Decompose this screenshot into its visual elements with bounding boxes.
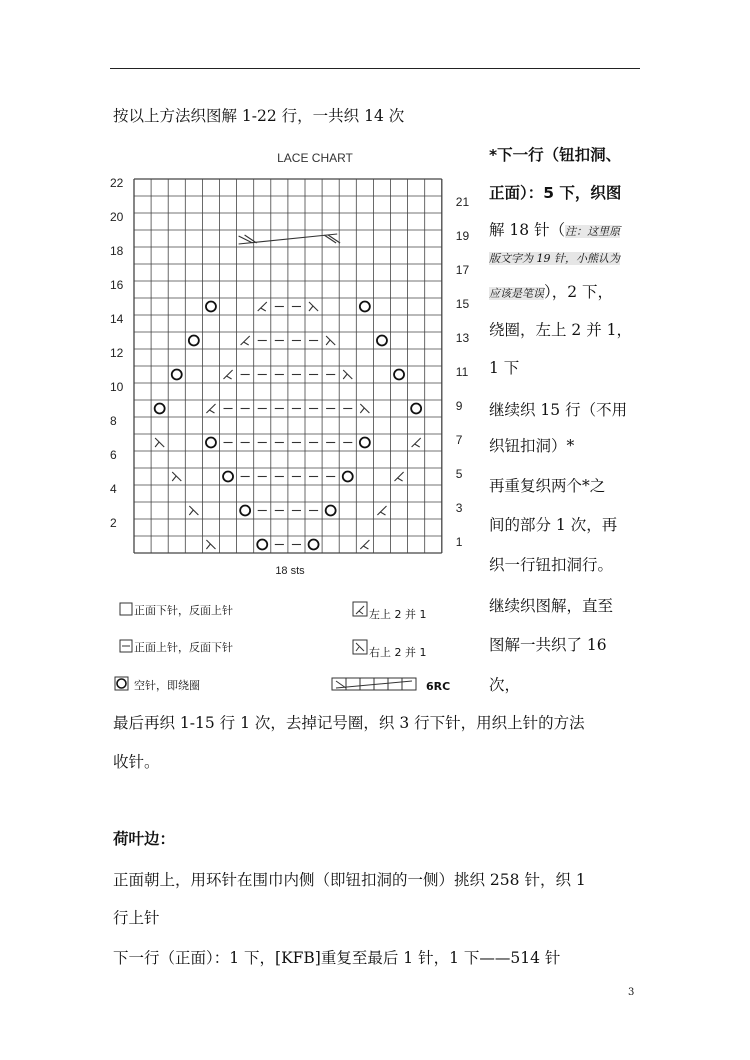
paragraph-3: 下一行（正面）：1 下，[KFB]重复至最后 1 针，1 下——514 针 xyxy=(113,949,561,967)
svg-text:正面上针，反面下针: 正面上针，反面下针 xyxy=(134,641,233,654)
side-line-2: 正面）：5 下，织图 xyxy=(489,184,622,202)
row-label-left: 8 xyxy=(110,414,117,428)
svg-text:6RC: 6RC xyxy=(426,680,451,693)
ssk-symbol xyxy=(343,370,352,379)
row-label-right: 11 xyxy=(455,365,469,379)
row-label-left: 2 xyxy=(110,516,117,530)
row-label-left: 4 xyxy=(110,482,117,496)
yo-symbol xyxy=(257,540,267,550)
ssk-symbol xyxy=(172,472,181,481)
legend-knit xyxy=(120,603,233,617)
svg-text:正面下针，反面上针: 正面下针，反面上针 xyxy=(134,604,233,617)
k2tog-symbol xyxy=(224,370,233,379)
row-label-left: 18 xyxy=(110,244,124,258)
paragraph-1-line-1: 最后再织 1-15 行 1 次，去掉记号圈，织 3 行下针，用织上针的方法 xyxy=(113,714,585,732)
legend-cable xyxy=(332,678,450,693)
side-line-11: 间的部分 1 次，再 xyxy=(489,516,618,534)
row-label-right: 15 xyxy=(455,297,470,311)
row-label-right: 21 xyxy=(455,195,470,209)
paragraph-2-line-1: 正面朝上，用环针在围巾内侧（即钮扣洞的一侧）挑织 258 针，织 1 xyxy=(113,871,586,889)
row-label-left: 10 xyxy=(110,380,124,394)
yo-symbol xyxy=(394,370,404,380)
paragraph-1-line-2: 收针。 xyxy=(113,753,160,771)
side-line-9: 织钮扣洞）* xyxy=(489,437,575,455)
ssk-symbol xyxy=(155,438,164,447)
chart-grid xyxy=(134,179,442,553)
ssk-symbol xyxy=(360,404,369,413)
side-line-6: 绕圈，左上 2 并 1， xyxy=(489,321,633,339)
row-label-left: 6 xyxy=(110,448,117,462)
top-instruction: 按以上方法织图解 1-22 行，一共织 14 次 xyxy=(113,107,405,125)
yo-symbol xyxy=(172,370,182,380)
yo-symbol xyxy=(360,438,370,448)
side-line-7: 1 下 xyxy=(489,359,520,377)
yo-symbol xyxy=(189,336,199,346)
row-label-right: 7 xyxy=(455,433,463,447)
side-line-14: 图解一共织了 16 xyxy=(489,636,607,654)
yo-symbol xyxy=(343,472,353,482)
row-label-right: 1 xyxy=(455,535,463,549)
paragraph-2-line-2: 行上针 xyxy=(113,909,160,927)
row-label-right: 3 xyxy=(455,501,463,515)
legend-yo xyxy=(115,677,200,692)
row-label-left: 22 xyxy=(110,176,124,190)
yo-symbol xyxy=(360,302,370,312)
ssk-symbol xyxy=(189,506,198,515)
yo-symbol xyxy=(411,404,421,414)
k2tog-symbol xyxy=(241,336,250,345)
k2tog-symbol xyxy=(377,506,386,515)
side-line-10: 再重复织两个*之 xyxy=(489,477,606,495)
yo-symbol xyxy=(223,472,233,482)
ssk-symbol xyxy=(206,540,215,549)
ssk-symbol xyxy=(326,336,335,345)
row-label-left: 14 xyxy=(110,312,124,326)
side-line-3: 解 18 针（注：这里原 xyxy=(489,221,621,239)
legend-k2tog xyxy=(353,602,427,621)
legend-ssk xyxy=(353,640,427,659)
left-row-labels xyxy=(110,176,124,530)
row-label-right: 13 xyxy=(455,331,470,345)
row-label-right: 5 xyxy=(455,467,463,481)
row-label-left: 16 xyxy=(110,278,124,292)
row-label-right: 19 xyxy=(455,229,470,243)
right-row-labels xyxy=(456,195,470,549)
yo-symbol xyxy=(206,438,216,448)
chart-title: LACE CHART xyxy=(277,151,353,165)
page-number: 3 xyxy=(628,987,635,998)
side-line-13: 继续织图解，直至 xyxy=(489,597,614,615)
yo-symbol xyxy=(155,404,165,414)
header-rule xyxy=(110,68,640,69)
yo-symbol xyxy=(377,336,387,346)
legend-purl xyxy=(120,640,233,654)
yo-symbol xyxy=(240,506,250,516)
stitch-count-label: 18 sts xyxy=(275,565,305,577)
yo-symbol xyxy=(309,540,319,550)
side-line-12: 织一行钮扣洞行。 xyxy=(489,556,614,574)
k2tog-symbol xyxy=(258,302,267,311)
row-label-right: 9 xyxy=(455,399,463,413)
side-line-15: 次， xyxy=(489,676,521,694)
side-line-5: 应该是笔误），2 下， xyxy=(489,283,614,301)
k2tog-symbol xyxy=(395,472,404,481)
side-line-8: 继续织 15 行（不用 xyxy=(489,401,628,419)
side-line-1: *下一行（钮扣洞、 xyxy=(489,146,622,164)
lace-chart xyxy=(110,140,480,700)
k2tog-symbol xyxy=(412,438,421,447)
ssk-symbol xyxy=(309,302,318,311)
side-note-line-4: 版文字为 19 针，小熊认为 xyxy=(489,252,620,265)
svg-text:右上 2 并 1: 右上 2 并 1 xyxy=(369,646,427,659)
row-label-right: 17 xyxy=(455,263,470,277)
row-label-left: 20 xyxy=(110,210,124,224)
svg-text:左上 2 并 1: 左上 2 并 1 xyxy=(369,608,427,621)
yo-symbol xyxy=(326,506,336,516)
k2tog-symbol xyxy=(360,540,369,549)
yo-symbol xyxy=(206,302,216,312)
row-label-left: 12 xyxy=(110,346,124,360)
svg-text:空针，即绕圈: 空针，即绕圈 xyxy=(134,679,200,692)
section-heading: 荷叶边： xyxy=(113,830,176,848)
k2tog-symbol xyxy=(206,404,215,413)
